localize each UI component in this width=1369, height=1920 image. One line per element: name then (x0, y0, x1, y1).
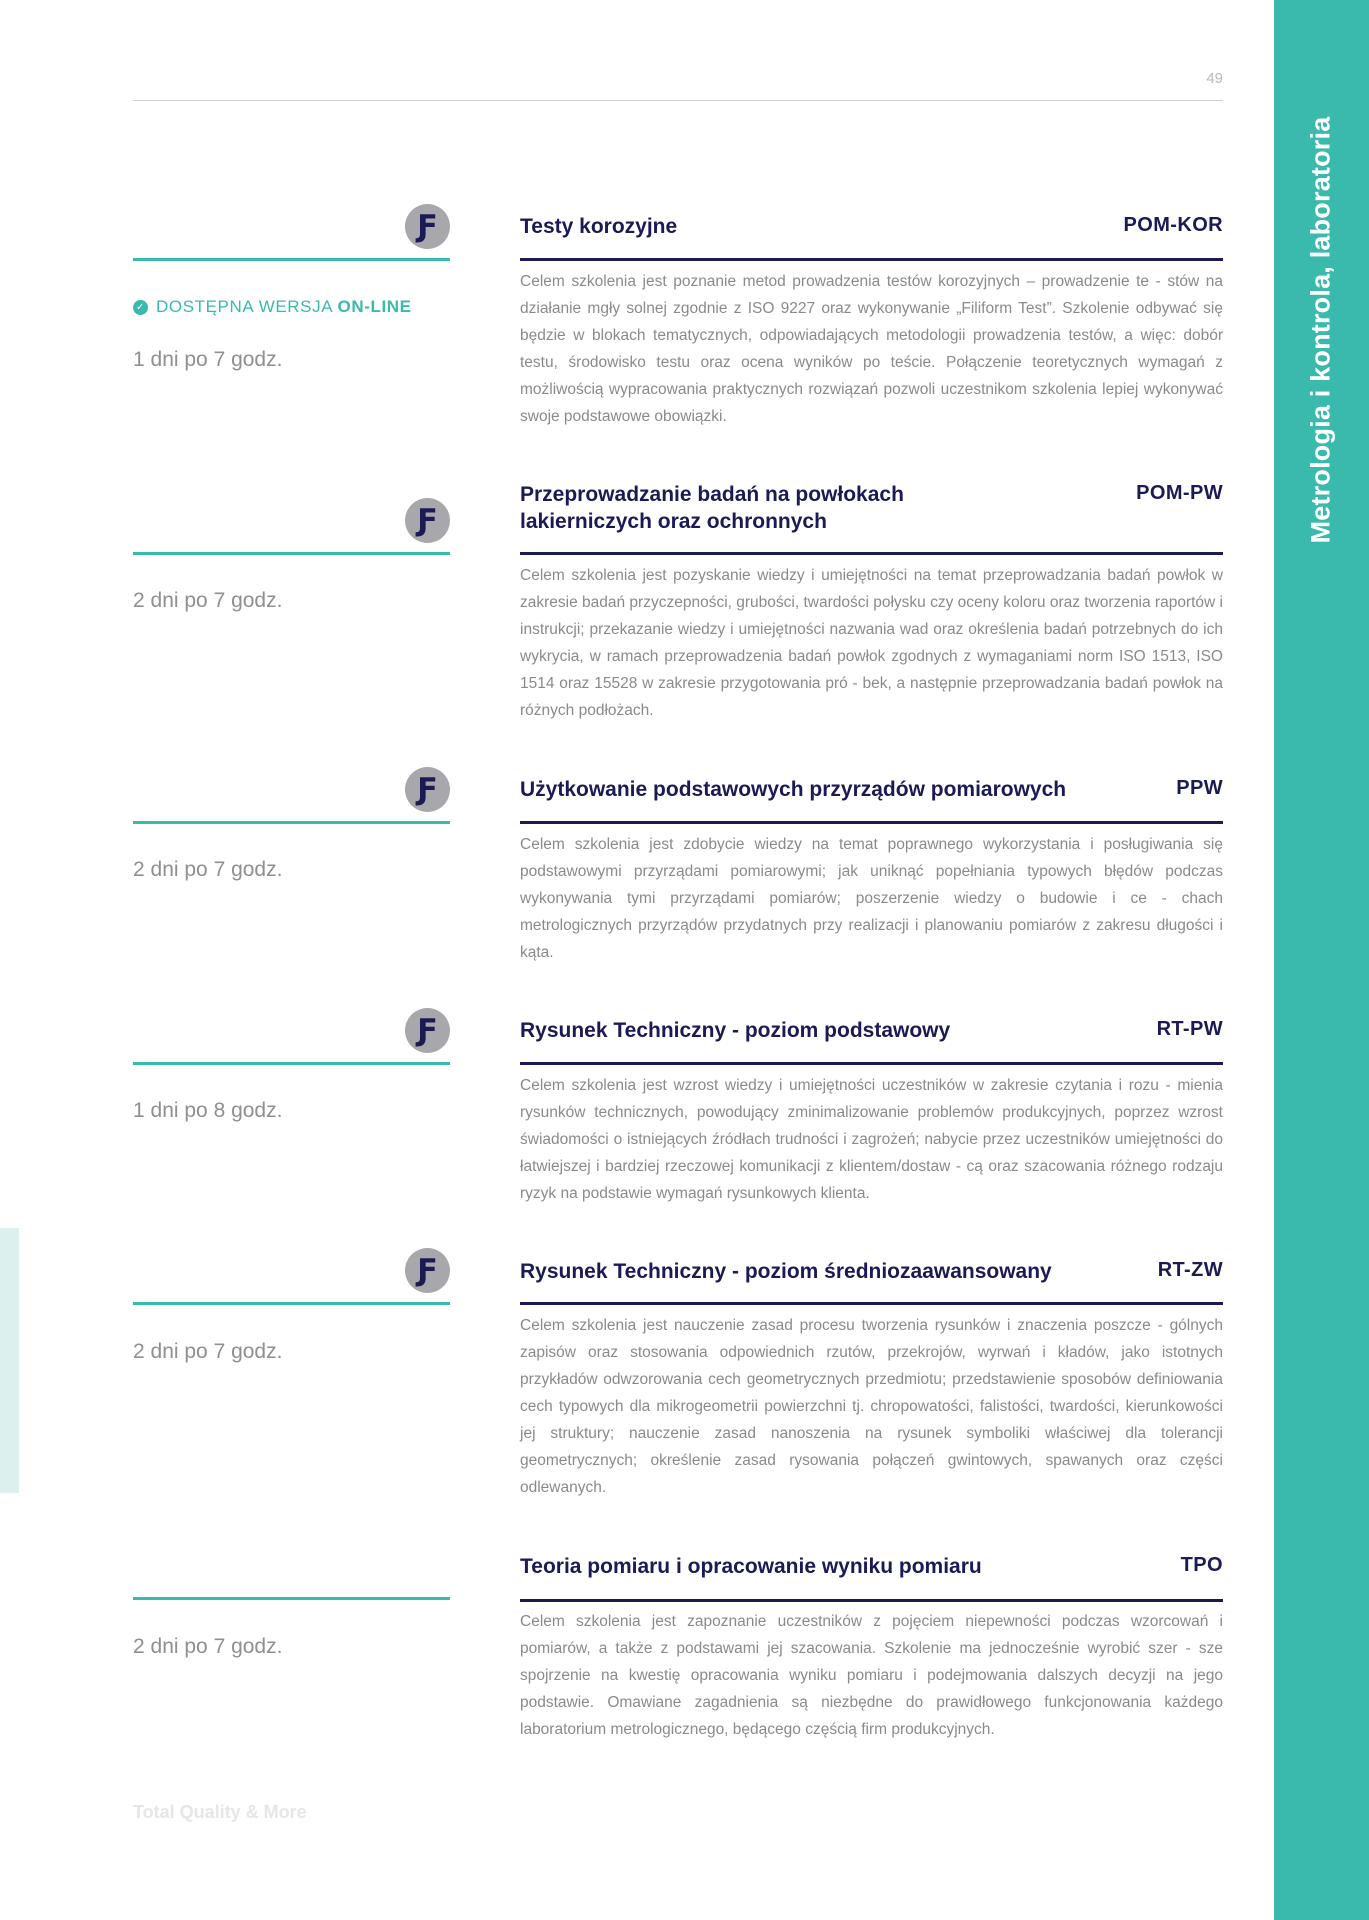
course-title: Testy korozyjne (520, 215, 678, 238)
course-code: TPO (1180, 1554, 1223, 1576)
title-divider (520, 1599, 1223, 1602)
left-divider (133, 1597, 450, 1600)
course-code: PPW (1176, 777, 1223, 799)
left-divider (133, 552, 450, 555)
course-description: Celem szkolenia jest pozyskanie wiedzy i umiejętności na temat przeprowadzania badań powłok w zakresie badań przyczepności, grubości, twardości połysku czy oceny koloru oraz tworzenia raportów i instrukcji; przekazanie wiedzy i umiejętności nazwania wad oraz określenia badań potrzebnych do ich wykrycia, w ramach przeprowadzenia badań powłok zgodnych z wymaganiami norm ISO 1513, ISO 1514 oraz 15528 w zakresie przygotowania pró - bek, a następnie przeprowadzania badań powłok na różnych podłożach. (520, 567, 1223, 719)
online-availability-label (133, 297, 412, 317)
course-logo-icon: Ƒ (405, 1248, 450, 1293)
online-label-text: DOSTĘPNA WERSJA ON-LINE (156, 297, 412, 316)
title-divider (520, 258, 1223, 261)
course-duration: 2 dni po 7 godz. (133, 589, 283, 612)
course-title: Rysunek Techniczny - poziom średniozaawansowany (520, 1260, 1052, 1283)
left-accent-bar (0, 1228, 19, 1493)
course-description: Celem szkolenia jest zdobycie wiedzy na temat poprawnego wykorzystania i posługiwania się podstawowymi przyrządami pomiarowymi; jak uniknąć popełniania typowych błędów podczas wykonywania tymi przyrządami pomiarów; poszerzenie wiedzy o budowie i ce - chach metrologicznych przyrządów przydatnych przy realizacji i planowaniu pomiarów z zakresu długości i kąta. (520, 836, 1223, 961)
course-logo-icon: Ƒ (405, 767, 450, 812)
course-title: Przeprowadzanie badań na powłokach lakierniczych oraz ochronnych (520, 483, 904, 533)
course-logo-icon: Ƒ (405, 1008, 450, 1053)
course-description: Celem szkolenia jest nauczenie zasad procesu tworzenia rysunków i znaczenia poszcze - gólnych zapisów oraz stosowania odpowiednich rzutów, przekrojów, wyrwań i kładów, jako istotnych przykładów odwzorowania cech geometrycznych przedmiotu; przedstawienie sposobów definiowania cech typowych dla mikrogeometrii powierzchni tj. chropowatości, falistości, twardości, kierunkowości jej struktury; nauczenie zasad nanoszenia na rysunek symboliki właściwej dla tolerancji geometrycznych; określenie zasad rysowania połączeń gwintowych, spawanych oraz części odlewanych. (520, 1317, 1223, 1496)
left-divider (133, 1062, 450, 1065)
course-description: Celem szkolenia jest wzrost wiedzy i umiejętności uczestników w zakresie czytania i rozu - mienia rysunków technicznych, powodujący zminimalizowanie problemów produkcyjnych, poprzez wzrost świadomości o istniejących źródłach trudności i zagrożeń; nabycie przez uczestników umiejętności do łatwiejszej i bardziej rzeczowej komunikacji z klientem/dostaw - cą oraz szacowania różnego rodzaju ryzyk na podstawie wymagań rysunkowych klienta. (520, 1077, 1223, 1202)
course-duration: 2 dni po 7 godz. (133, 1635, 283, 1658)
left-divider (133, 1302, 450, 1305)
course-duration: 2 dni po 7 godz. (133, 858, 283, 881)
course-title: Użytkowanie podstawowych przyrządów pomiarowych (520, 778, 1067, 801)
course-code: RT-PW (1156, 1018, 1223, 1040)
course-code: POM-KOR (1123, 214, 1223, 236)
course-logo-icon: Ƒ (405, 204, 450, 249)
title-divider (520, 1302, 1223, 1305)
course-duration: 1 dni po 8 godz. (133, 1099, 283, 1122)
course-code: POM-PW (1136, 482, 1223, 504)
course-duration: 2 dni po 7 godz. (133, 1340, 283, 1363)
course-code: RT-ZW (1157, 1259, 1223, 1281)
check-icon: ✓ (133, 300, 148, 315)
section-side-title: Metrologia i kontrola, laboratoria (1305, 116, 1336, 544)
title-divider (520, 1062, 1223, 1065)
course-duration: 1 dni po 7 godz. (133, 348, 283, 371)
left-divider (133, 258, 450, 261)
course-title: Rysunek Techniczny - poziom podstawowy (520, 1019, 951, 1042)
header-divider (133, 100, 1223, 101)
title-divider (520, 552, 1223, 555)
course-logo-icon: Ƒ (405, 498, 450, 543)
course-description: Celem szkolenia jest poznanie metod prowadzenia testów korozyjnych – prowadzenie te - stów na działanie mgły solnej zgodnie z ISO 9227 oraz wykonywanie „Filiform Test”. Szkolenie odbywać się będzie w blokach tematycznych, odpowiadających metodologii prowadzenia testów, a więc: dobór testu, środowisko testu oraz ocena wyników po teście. Połączenie teoretycznych wymagań z możliwością wypracowania praktycznych rozwiązań pozwoli uczestnikom szkolenia lepiej wykonywać swoje podstawowe obowiązki. (520, 273, 1223, 425)
course-title: Teoria pomiaru i opracowanie wyniku pomiaru (520, 1555, 982, 1578)
left-divider (133, 821, 450, 824)
page-number: 49 (1206, 70, 1223, 87)
footer-brand: Total Quality & More (133, 1802, 307, 1822)
course-description: Celem szkolenia jest zapoznanie uczestników z pojęciem niepewności podczas wzorcowań i pomiarów, a także z podstawami jej szacowania. Szkolenie ma jednocześnie wyrobić szer - sze spojrzenie na kwestię opracowania wyniku pomiaru i podejmowania dalszych decyzji na jego podstawie. Omawiane zagadnienia są niezbędne do prawidłowego funkcjonowania każdego laboratorium metrologicznego, będącego częścią firm produkcyjnych. (520, 1613, 1223, 1738)
title-divider (520, 821, 1223, 824)
